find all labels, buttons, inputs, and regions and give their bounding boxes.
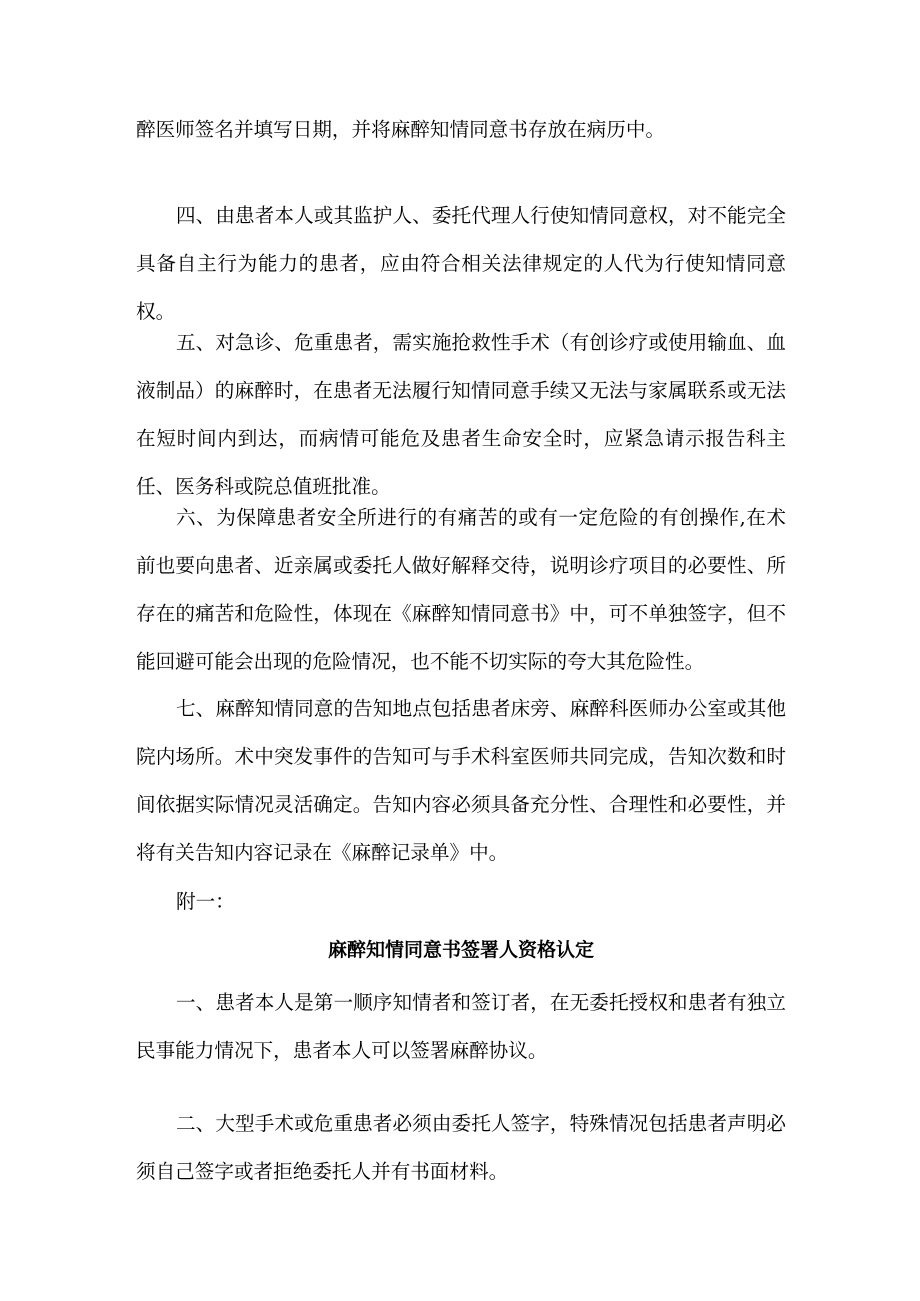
paragraph-text: 醉医师签名并填写日期，并将麻醉知情同意书存放在病历中。 bbox=[136, 118, 666, 141]
paragraph-item-6 bbox=[136, 494, 786, 686]
paragraph-item-4 bbox=[136, 192, 786, 336]
paragraph-text: 一、患者本人是第一顺序知情者和签订者，在无委托授权和患者有独立民事能力情况下，患者本人可以签署麻醉协议。 bbox=[136, 991, 786, 1062]
paragraph-text: 五、对急诊、危重患者，需实施抢救性手术（有创诊疗或使用输血、血液制品）的麻醉时，在患者无法履行知情同意手续又无法与家属联系或无法在短时间内到达，而病情可能危及患者生命安全时，应紧急请示报告科主任、医务科或院总值班批准。 bbox=[136, 331, 786, 498]
appendix-title: 麻醉知情同意书签署人资格认定 bbox=[327, 939, 594, 961]
appendix-item-2 bbox=[136, 1100, 786, 1196]
paragraph-text: 七、麻醉知情同意的告知地点包括患者床旁、麻醉科医师办公室或其他院内场所。术中突发事件的告知可与手术科室医师共同完成，告知次数和时间依据实际情况灵活确定。告知内容必须具备充分性、合理性和必要性，并将有关告知内容记录在《麻醉记录单》中。 bbox=[136, 697, 786, 864]
paragraph-text: 四、由患者本人或其监护人、委托代理人行使知情同意权，对不能完全具备自主行为能力的患者，应由符合相关法律规定的人代为行使知情同意权。 bbox=[136, 204, 786, 323]
appendix-label bbox=[136, 878, 786, 926]
paragraph-text: 六、为保障患者安全所进行的有痛苦的或有一定危险的有创操作,在术前也要向患者、近亲属或委托人做好解释交待，说明诊疗项目的必要性、所存在的痛苦和危险性，体现在《麻醉知情同意书》中，可不单独签字，但不能回避可能会出现的危险情况，也不能不切实际的夸大其危险性。 bbox=[136, 506, 786, 673]
appendix-label-text: 附一： bbox=[176, 890, 235, 913]
paragraph-continuation bbox=[136, 106, 786, 154]
paragraph-text: 二、大型手术或危重患者必须由委托人签字，特殊情况包括患者声明必须自己签字或者拒绝委托人并有书面材料。 bbox=[136, 1112, 786, 1183]
paragraph-item-5 bbox=[136, 319, 786, 511]
appendix-item-1 bbox=[136, 979, 786, 1075]
paragraph-item-7 bbox=[136, 685, 786, 877]
